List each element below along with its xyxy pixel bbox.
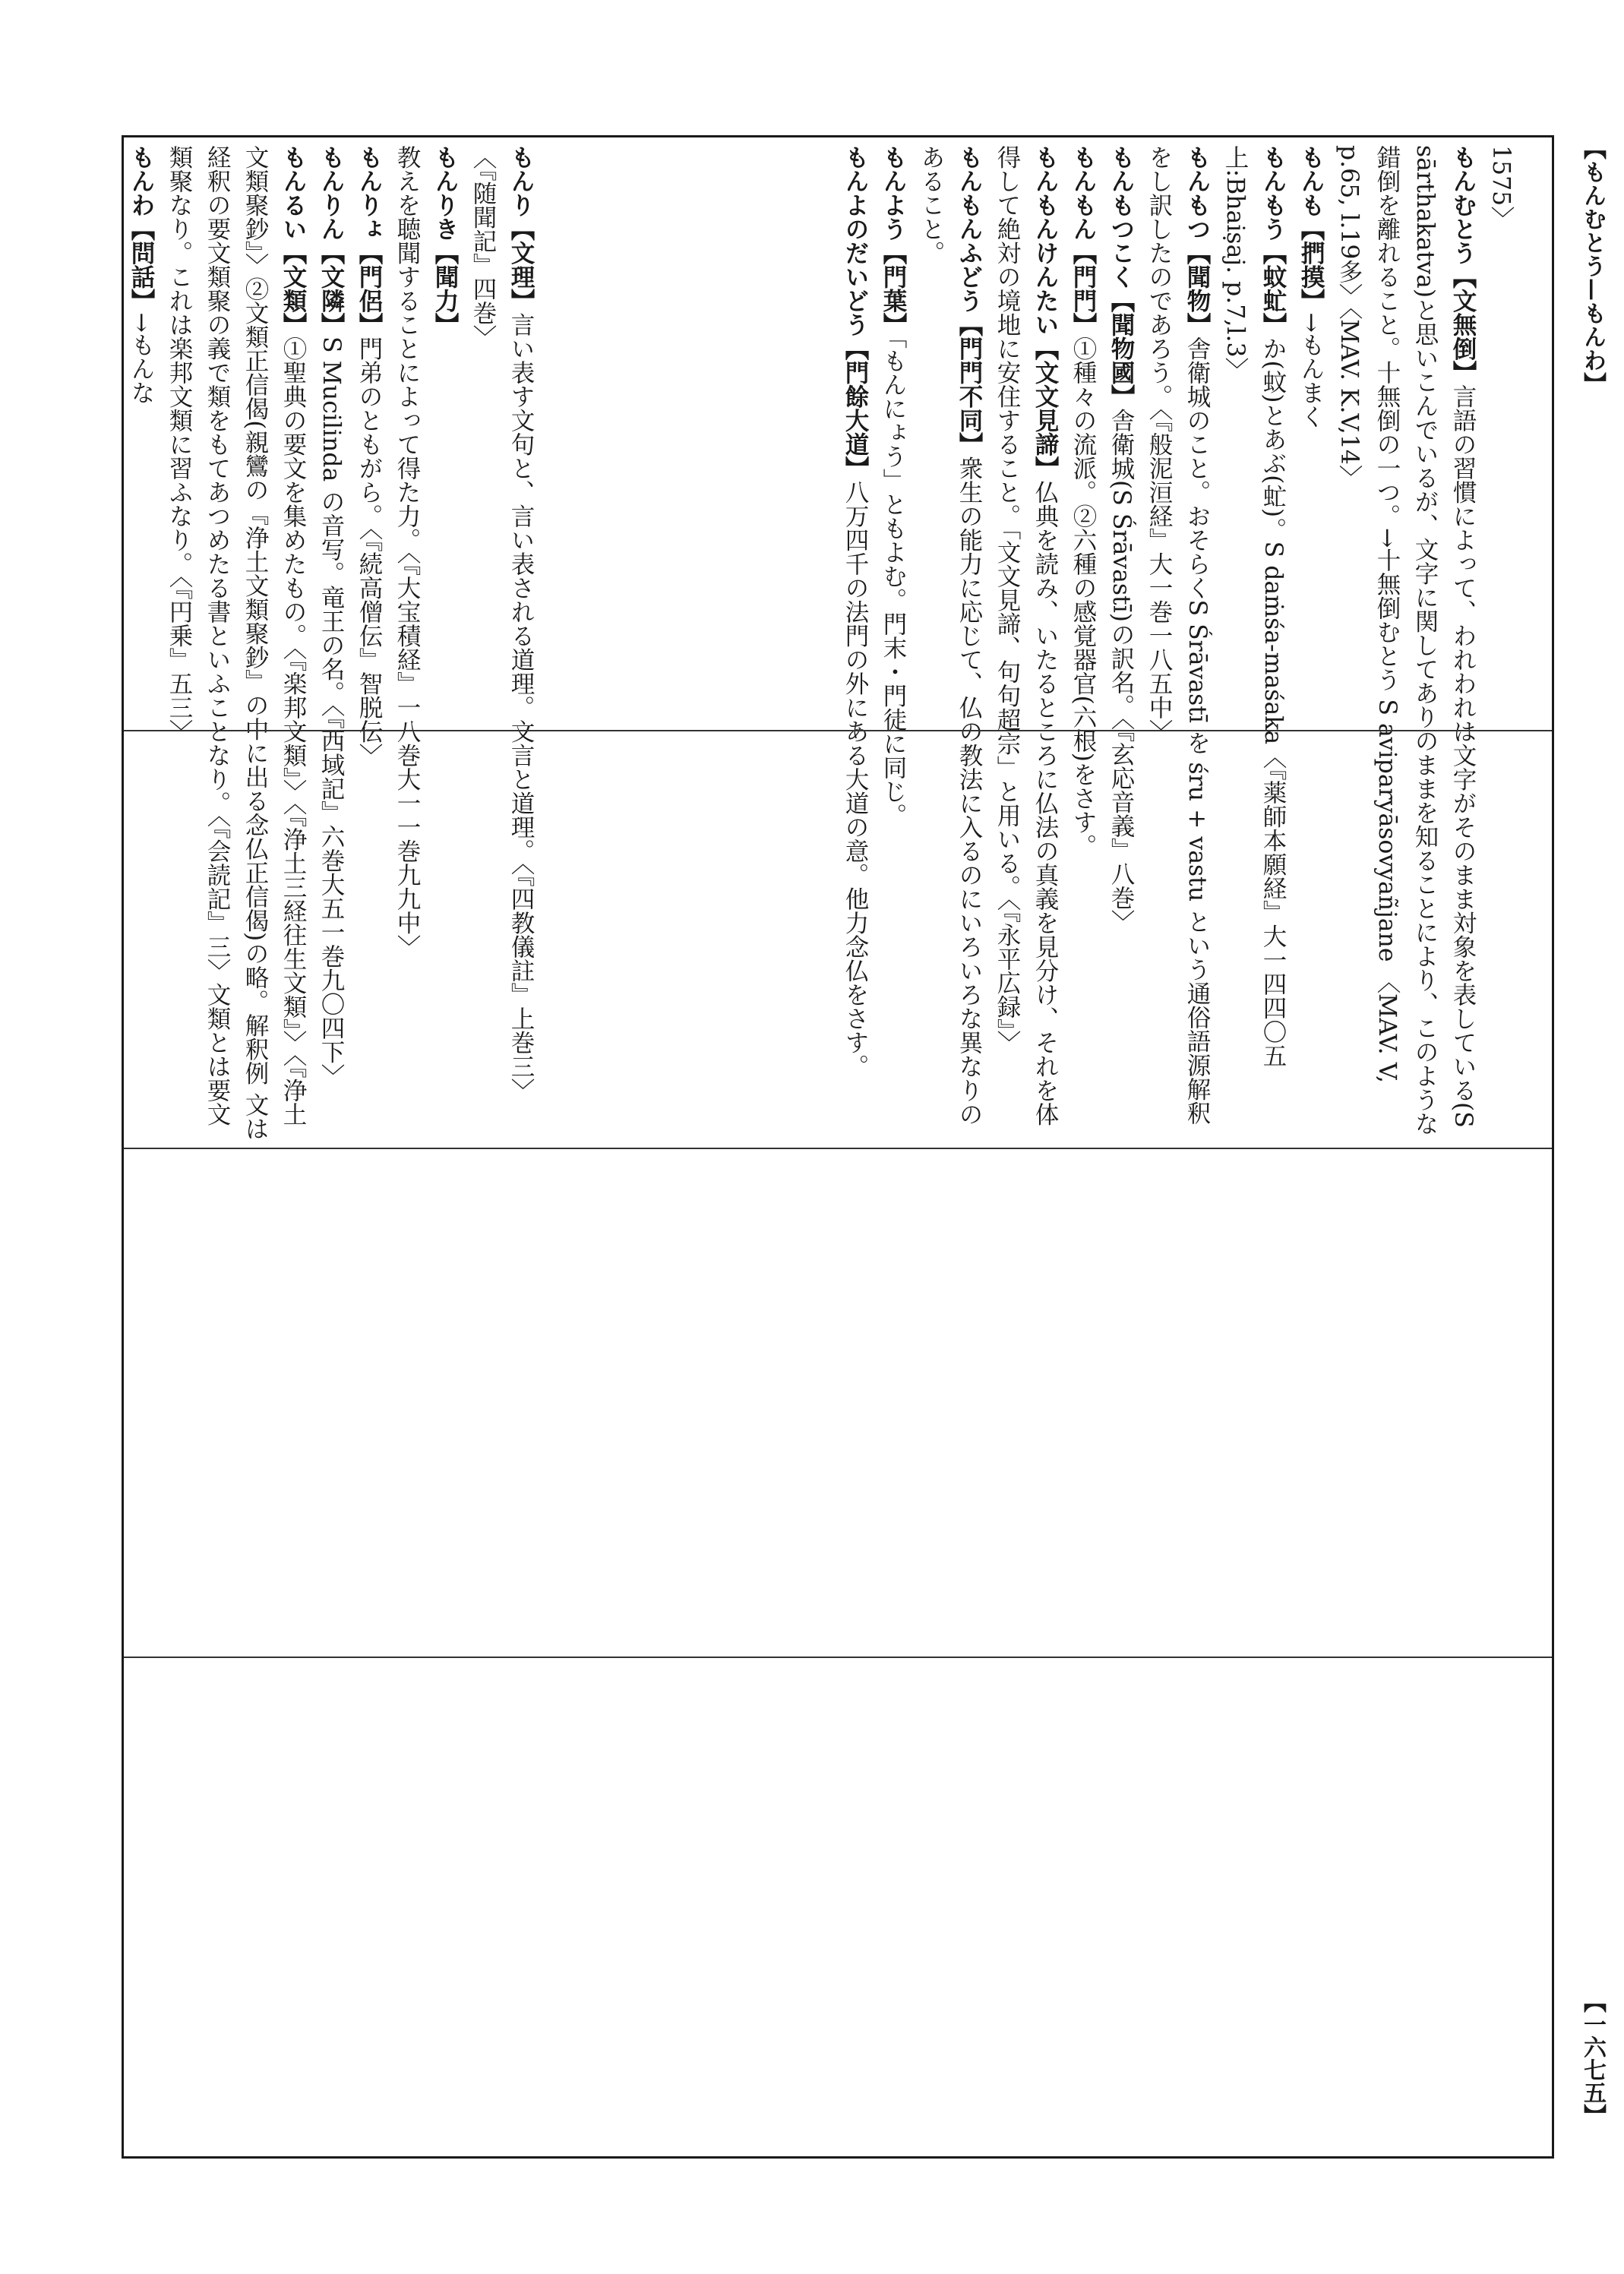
page-number: 【一六七五】 (1579, 1990, 1606, 2127)
entry-headword: もんりょ【門侶】 (355, 145, 384, 336)
page-frame (122, 135, 1554, 2159)
entry-text: 八万四千の法門の外にある大道の意。他力念仏をさす。 (842, 480, 869, 1079)
entry-text: か(蚊)とあぶ(虻)。S daṁśa-maśaka〈『薬師本願経』大一四四〇五上:Bhaiṣaj. p.7,l.3〉 (1221, 145, 1287, 1068)
entry-headword: もんもつ【聞物】 (1183, 145, 1212, 336)
entry-headword: もんもん【門門】 (1070, 145, 1098, 336)
column-divider-3 (124, 1657, 1552, 1658)
dictionary-entry (988, 145, 1064, 1148)
entry-headword: もんもんけんたい【文文見諦】 (1032, 145, 1060, 480)
entry-text: 門弟のともがら。〈『続高僧伝』智脱伝〉 (355, 336, 383, 767)
dictionary-entry (1292, 145, 1330, 1148)
entry-headword: もんもんふどう【門門不同】 (956, 145, 984, 456)
dictionary-entry (312, 145, 350, 1148)
column-divider-1 (124, 730, 1552, 731)
dictionary-entry (912, 145, 988, 1148)
entry-text: →もんまく (1297, 312, 1325, 428)
entry-headword: もんよのだいどう【門餘大道】 (842, 145, 870, 480)
upper-band (124, 137, 1552, 1148)
entry-text: 「もんにょう」ともよむ。門末・門徒に同じ。 (880, 336, 907, 827)
dictionary-entry (1064, 145, 1102, 1148)
entry-headword: もんむとう【文無倒】 (1449, 145, 1477, 384)
dictionary-entry (1482, 145, 1520, 1148)
running-head: 【もんむとう—もんわ】 (1579, 137, 1606, 396)
dictionary-entry (464, 145, 540, 1148)
entry-text: 仏典を読み、いたるところに仏法の真義を見分け、それを体得して絶対の境地に安住すること。「文文見諦、句句超宗」と用いる。〈『永平広録』〉 (994, 145, 1059, 1126)
dictionary-entry (836, 145, 874, 1148)
entry-headword: もんもつこく【聞物國】 (1107, 145, 1136, 409)
entry-headword: もんるい【文類】 (280, 145, 308, 336)
dictionary-entry (1140, 145, 1216, 1148)
entry-headword: もんりき【聞力】 (431, 145, 460, 336)
entry-headword: もんよう【門葉】 (880, 145, 908, 336)
column-divider-2 (124, 1148, 1552, 1149)
entry-text: 舎衛城のこと。おそらくS Śrāvastī を śru + vastu という通俗語源解釈をし訳したのであろう。〈『般泥洹経』大一巻一八五中〉 (1145, 145, 1211, 1125)
entry-headword: もんも【捫摸】 (1297, 145, 1325, 313)
dictionary-entry (122, 145, 160, 1148)
entry-text: 言い表す文句と、言い表される道理。文言と道理。〈『四教儀註』上巻三〉〈『随聞記』四巻〉 (469, 145, 535, 1102)
entry-headword: もんりん【文隣】 (318, 145, 346, 336)
left-column (122, 137, 836, 1148)
column-1-text (836, 137, 1526, 1148)
dictionary-entry (1330, 145, 1482, 1148)
dictionary-entry (1216, 145, 1292, 1148)
entry-text: ①聖典の要文を集めたもの。〈『楽邦文類』〉〈『浄土三経往生文類』〉〈『浄土文類聚鈔』〉②文類正信偈(親鸞の『浄土文類聚鈔』の中に出る念仏正信偈)の略。解釈例 文は経釈の要文類聚の義で類をもてあつめたる書といふことなり。〈『会読記』三〉文類とは要文類聚なり。これは楽邦文類に習ふなり。〈『円乗』五三〉 (166, 145, 307, 1141)
entry-text: S Mucilinda の音写。竜王の名。〈『西域記』六巻大五一巻九〇四下〉 (318, 336, 345, 1088)
entry-headword: もんもう【蚊虻】 (1259, 145, 1288, 336)
dictionary-entry (874, 145, 912, 1148)
entry-text: 教えを聴聞することによって得た力。〈『大宝積経』一八巻大一一巻九九中〉 (393, 145, 421, 959)
dictionary-entry (350, 145, 388, 1148)
entry-text: →もんな (128, 312, 155, 405)
dictionary-entry (160, 145, 312, 1148)
entry-text: ①種々の流派。②六種の感覚器官(六根)をさす。 (1070, 336, 1097, 858)
column-2-text (122, 137, 546, 1148)
entry-headword: もんわ【問話】 (128, 145, 156, 313)
entry-text: 衆生の能力に応じて、仏の教法に入るのにいろいろな異なりのあること。 (918, 145, 983, 1126)
entry-text: 言語の習慣によって、われわれは文字がそのまま対象を表している(S sārthakatva)と思いこんでいるが、文字に関してありのままを知ることにより、このような錯倒を離れること。十無倒の一つ。→十無倒むとう S aviparyāsovyañjane 〈MAV. V, p.65, l.19多〉〈MAV. K.V,14〉 (1335, 145, 1477, 1135)
dictionary-entry (1102, 145, 1140, 1148)
dictionary-entry (388, 145, 464, 1148)
entry-text: 1575〉 (1487, 145, 1515, 230)
right-column (836, 137, 1552, 1148)
entry-headword: もんり【文理】 (507, 145, 536, 313)
entry-text: 舎衛城(S Śrāvastī)の訳名。〈『玄応音義』八巻〉 (1107, 408, 1135, 933)
